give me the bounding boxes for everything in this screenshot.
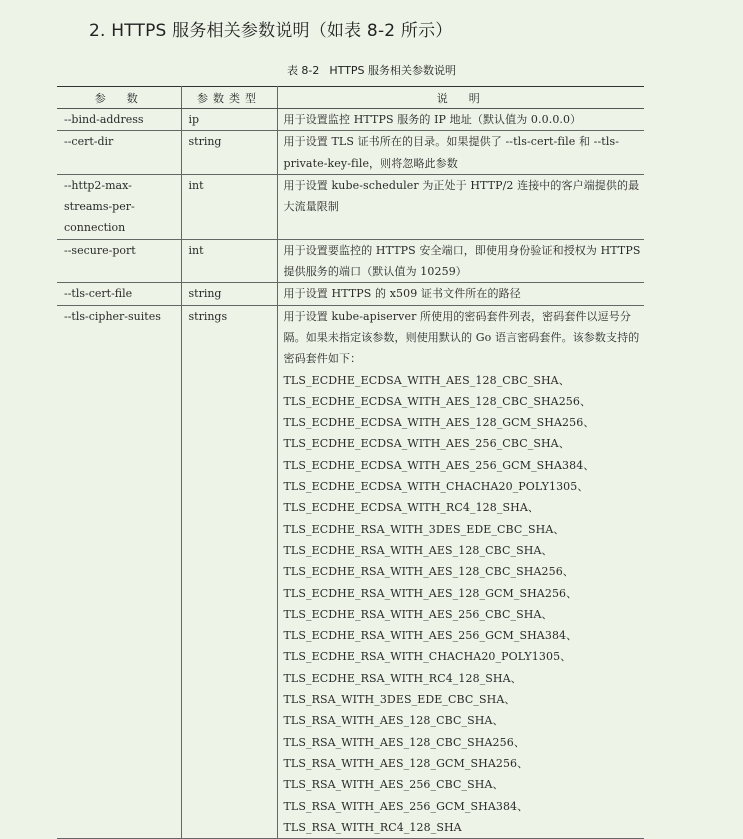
cipher-suite-item: TLS_ECDHE_ECDSA_WITH_AES_128_GCM_SHA256、 <box>283 416 595 430</box>
desc-cell <box>277 305 644 838</box>
table-row <box>57 174 644 239</box>
section-heading: 2. HTTPS 服务相关参数说明（如表 8-2 所示） <box>89 21 453 41</box>
cipher-suite-item: TLS_ECDHE_RSA_WITH_AES_128_CBC_SHA256、 <box>283 565 574 579</box>
cipher-suite-item: TLS_RSA_WITH_RC4_128_SHA <box>283 820 462 834</box>
cipher-suite-item: TLS_ECDHE_RSA_WITH_CHACHA20_POLY1305、 <box>283 650 572 664</box>
table-row <box>57 131 644 175</box>
param-cell: --http2-max-streams-per-connection <box>57 174 181 239</box>
cipher-suite-item: TLS_ECDHE_ECDSA_WITH_AES_128_CBC_SHA256、 <box>283 394 592 408</box>
cipher-suite-item: TLS_RSA_WITH_3DES_EDE_CBC_SHA、 <box>283 693 516 707</box>
desc-cell: 用于设置 kube-scheduler 为正处于 HTTP/2 连接中的客户端提供的最大流量限制 <box>277 174 644 239</box>
desc-cell: 用于设置监控 HTTPS 服务的 IP 地址（默认值为 0.0.0.0） <box>277 109 644 131</box>
table-row <box>57 283 644 305</box>
cipher-suite-item: TLS_ECDHE_ECDSA_WITH_AES_128_CBC_SHA、 <box>283 373 570 387</box>
param-cell: --secure-port <box>57 239 181 283</box>
cipher-suite-item: TLS_RSA_WITH_AES_128_GCM_SHA256、 <box>283 756 529 770</box>
header-type: 参数类型 <box>181 87 277 109</box>
desc-cell: 用于设置 HTTPS 的 x509 证书文件所在的路径 <box>277 283 644 305</box>
param-cell: --cert-dir <box>57 131 181 175</box>
type-cell: string <box>181 131 277 175</box>
header-param: 参 数 <box>57 87 181 109</box>
https-params-table <box>57 86 644 839</box>
cipher-suite-item: TLS_ECDHE_RSA_WITH_AES_256_CBC_SHA、 <box>283 607 553 621</box>
param-cell: --tls-cipher-suites <box>57 305 181 838</box>
type-cell: string <box>181 283 277 305</box>
cipher-suites-intro: 用于设置 kube-apiserver 所使用的密码套件列表，密码套件以逗号分隔。如果未指定该参数，则使用默认的 Go 语言密码套件。该参数支持的密码套件如下： <box>283 309 640 366</box>
table-row <box>57 239 644 283</box>
param-cell: --bind-address <box>57 109 181 131</box>
cipher-suite-item: TLS_ECDHE_ECDSA_WITH_AES_256_GCM_SHA384、 <box>283 458 595 472</box>
table-row <box>57 109 644 131</box>
cipher-suite-item: TLS_RSA_WITH_AES_256_GCM_SHA384、 <box>283 799 529 813</box>
cipher-suite-item: TLS_ECDHE_RSA_WITH_AES_128_GCM_SHA256、 <box>283 586 578 600</box>
table-header-row <box>57 87 644 109</box>
desc-cell: 用于设置 TLS 证书所在的目录。如果提供了 --tls-cert-file 和 --tls-private-key-file，则将忽略此参数 <box>277 131 644 175</box>
desc-cell: 用于设置要监控的 HTTPS 安全端口，即使用身份验证和授权为 HTTPS 提供服务的端口（默认值为 10259） <box>277 239 644 283</box>
cipher-suite-item: TLS_ECDHE_ECDSA_WITH_RC4_128_SHA、 <box>283 501 539 515</box>
header-desc: 说 明 <box>277 87 644 109</box>
table-row <box>57 305 644 838</box>
cipher-suite-item: TLS_ECDHE_RSA_WITH_AES_128_CBC_SHA、 <box>283 543 553 557</box>
type-cell: ip <box>181 109 277 131</box>
cipher-suite-item: TLS_ECDHE_RSA_WITH_AES_256_GCM_SHA384、 <box>283 629 578 643</box>
table-title: HTTPS 服务相关参数说明 <box>329 64 457 77</box>
cipher-suite-item: TLS_RSA_WITH_AES_128_CBC_SHA256、 <box>283 735 525 749</box>
cipher-suite-item: TLS_RSA_WITH_AES_128_CBC_SHA、 <box>283 714 504 728</box>
cipher-suite-item: TLS_ECDHE_RSA_WITH_3DES_EDE_CBC_SHA、 <box>283 522 565 536</box>
table-number: 表 8-2 <box>286 64 320 77</box>
cipher-suite-item: TLS_ECDHE_ECDSA_WITH_AES_256_CBC_SHA、 <box>283 437 570 451</box>
table-caption <box>0 62 743 78</box>
cipher-suite-item: TLS_ECDHE_ECDSA_WITH_CHACHA20_POLY1305、 <box>283 480 589 494</box>
type-cell: int <box>181 239 277 283</box>
type-cell: strings <box>181 305 277 838</box>
cipher-suite-item: TLS_RSA_WITH_AES_256_CBC_SHA、 <box>283 778 504 792</box>
type-cell: int <box>181 174 277 239</box>
param-cell: --tls-cert-file <box>57 283 181 305</box>
cipher-suite-item: TLS_ECDHE_RSA_WITH_RC4_128_SHA、 <box>283 671 522 685</box>
